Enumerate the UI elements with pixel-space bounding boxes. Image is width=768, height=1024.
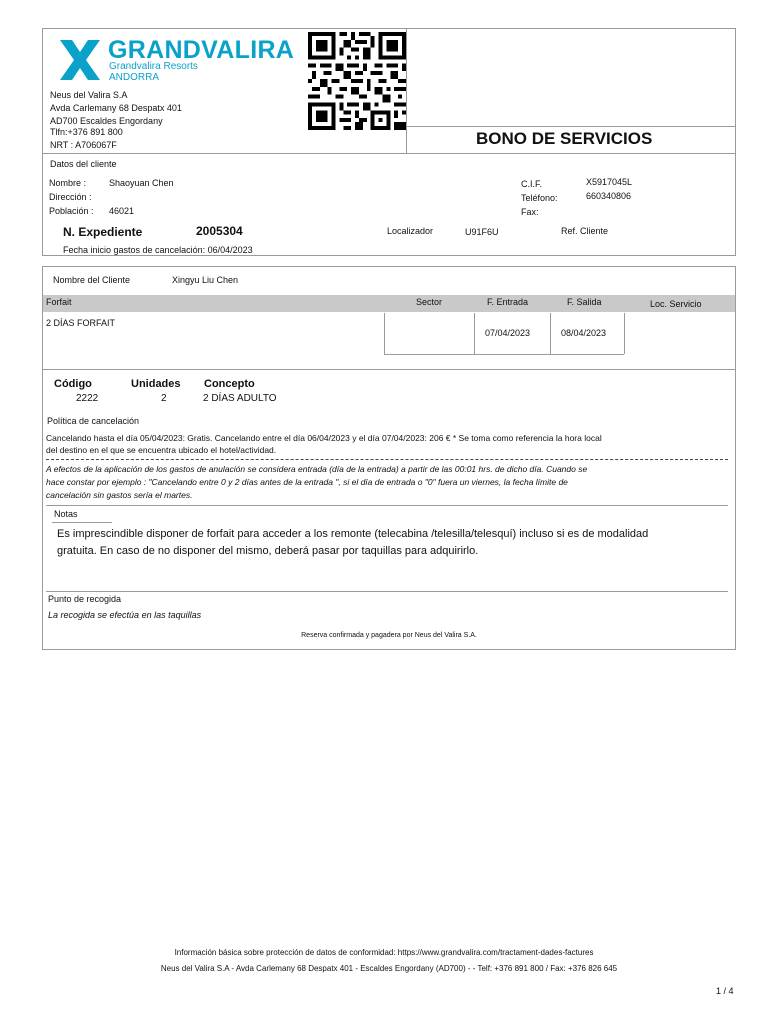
notas-underline [52, 522, 112, 523]
efectos-text-line3: cancelación sin gastos sería el martes. [46, 490, 193, 500]
expediente-value: 2005304 [196, 224, 243, 238]
divider [406, 28, 407, 154]
header-forfait: Forfait [46, 297, 72, 307]
table-header-bar [43, 295, 735, 312]
unidades-header: Unidades [131, 378, 181, 390]
header-salida: F. Salida [567, 297, 602, 307]
divider [42, 369, 736, 370]
concepto-header: Concepto [204, 378, 255, 390]
poblacion-value: 46021 [109, 206, 135, 216]
expediente-label: N. Expediente [63, 225, 143, 239]
row-salida: 08/04/2023 [561, 328, 607, 338]
codigo-value: 2222 [76, 393, 99, 404]
cif-value: X5917045L [586, 177, 633, 187]
header-entrada: F. Entrada [487, 297, 529, 307]
footer-data-protection: Información básica sobre protección de datos de conformidad: https://www.grandvalira.com/tractament-dades-factures [174, 948, 594, 957]
page-number: 1 / 4 [716, 986, 734, 996]
efectos-text-line2: hace constar por ejemplo : "Cancelando entre 0 y 2 días antes de la entrada ", si el día de entrada o "0" fuera un viernes, la fecha límite de [46, 477, 568, 487]
company-address: Avda Carlemany 68 Despatx 401 [50, 103, 182, 113]
poblacion-label: Población : [49, 206, 94, 216]
nombre-value: Shaoyuan Chen [109, 178, 174, 188]
cell-divider [624, 313, 625, 354]
telefono-label: Teléfono: [521, 193, 558, 203]
notas-text-line1: Es imprescindible disponer de forfait para acceder a los remonte (telecabina /telesilla/telesquí) incluso si es de modalidad [57, 528, 649, 540]
cell-bottom [384, 354, 624, 355]
recogida-text: La recogida se efectúa en las taquillas [48, 610, 202, 620]
dashed-separator [46, 459, 728, 460]
row-forfait: 2 DÍAS FORFAIT [46, 318, 116, 328]
nombre-cliente-value: Xingyu Liu Chen [172, 275, 239, 285]
nombre-cliente-label: Nombre del Cliente [53, 275, 131, 285]
cell-divider [384, 313, 385, 354]
company-nrt: NRT : A706067F [50, 140, 117, 150]
header-sector: Sector [416, 297, 443, 307]
client-section-label: Datos del cliente [50, 159, 117, 169]
footer-company-info: Neus del Valira S.A - Avda Carlemany 68 Despatx 401 - Escaldes Engordany (AD700) - - Telf: +376 891 800 / Fax: +376 826 645 [160, 964, 618, 973]
recogida-label: Punto de recogida [48, 594, 122, 604]
company-name: Neus del Valira S.A [50, 90, 128, 100]
notas-label: Notas [54, 509, 78, 519]
codigo-header: Código [54, 378, 92, 390]
divider [42, 153, 736, 154]
efectos-text-line1: A efectos de la aplicación de los gastos de anulación se considera entrada (día de la entrada) a partir de las 00:01 hrs. de dicho día. Cuando se [46, 464, 588, 474]
brand-name: GRANDVALIRA [108, 36, 295, 64]
fecha-cancelacion-label: Fecha inicio gastos de cancelación: [63, 245, 206, 255]
notas-text-line2: gratuita. En caso de no disponer del mismo, deberá pasar por taquillas para adquirirlo. [57, 545, 479, 557]
fecha-cancelacion-value: 06/04/2023 [207, 245, 253, 255]
notes-top-line [46, 505, 728, 506]
service-box [42, 266, 736, 650]
telefono-value: 660340806 [586, 191, 632, 201]
company-phone: Tlfn:+376 891 800 [50, 127, 123, 137]
politica-text-line1: Cancelando hasta el día 05/04/2023: Gratis. Cancelando entre el día 06/04/2023 y el día 07/04/2023: 206 € * Se toma como referencia la hora local [46, 433, 602, 443]
cif-label: C.I.F. [521, 179, 543, 189]
cell-divider [550, 313, 551, 354]
politica-label: Política de cancelación [47, 416, 140, 426]
localizador-label: Localizador [387, 226, 434, 236]
brand-subtitle: Grandvalira Resorts [109, 61, 198, 72]
document-title: BONO DE SERVICIOS [476, 129, 653, 148]
company-city: AD700 Escaldes Engordany [50, 116, 163, 126]
row-entrada: 07/04/2023 [485, 328, 531, 338]
localizador-value: U91F6U [465, 227, 499, 237]
politica-text-line2: del destino en el que se encuentra ubicado el hotel/actividad. [46, 445, 277, 455]
nombre-label: Nombre : [49, 178, 87, 188]
brand-country: ANDORRA [109, 72, 160, 83]
cell-divider [474, 313, 475, 354]
concepto-value: 2 DÍAS ADULTO [203, 393, 277, 404]
divider [406, 126, 736, 127]
recogida-top-line [46, 591, 728, 592]
fecha-cancelacion [63, 245, 253, 255]
header-loc-servicio: Loc. Servicio [650, 299, 702, 309]
reserva-confirmada: Reserva confirmada y pagadera por Neus del Valira S.A. [301, 632, 477, 639]
ref-cliente-label: Ref. Cliente [561, 226, 609, 236]
unidades-value: 2 [161, 393, 167, 404]
grandvalira-logo-icon [58, 38, 102, 82]
qr-code-icon [308, 32, 406, 130]
direccion-label: Dirección : [49, 192, 92, 202]
fax-label: Fax: [521, 207, 539, 217]
